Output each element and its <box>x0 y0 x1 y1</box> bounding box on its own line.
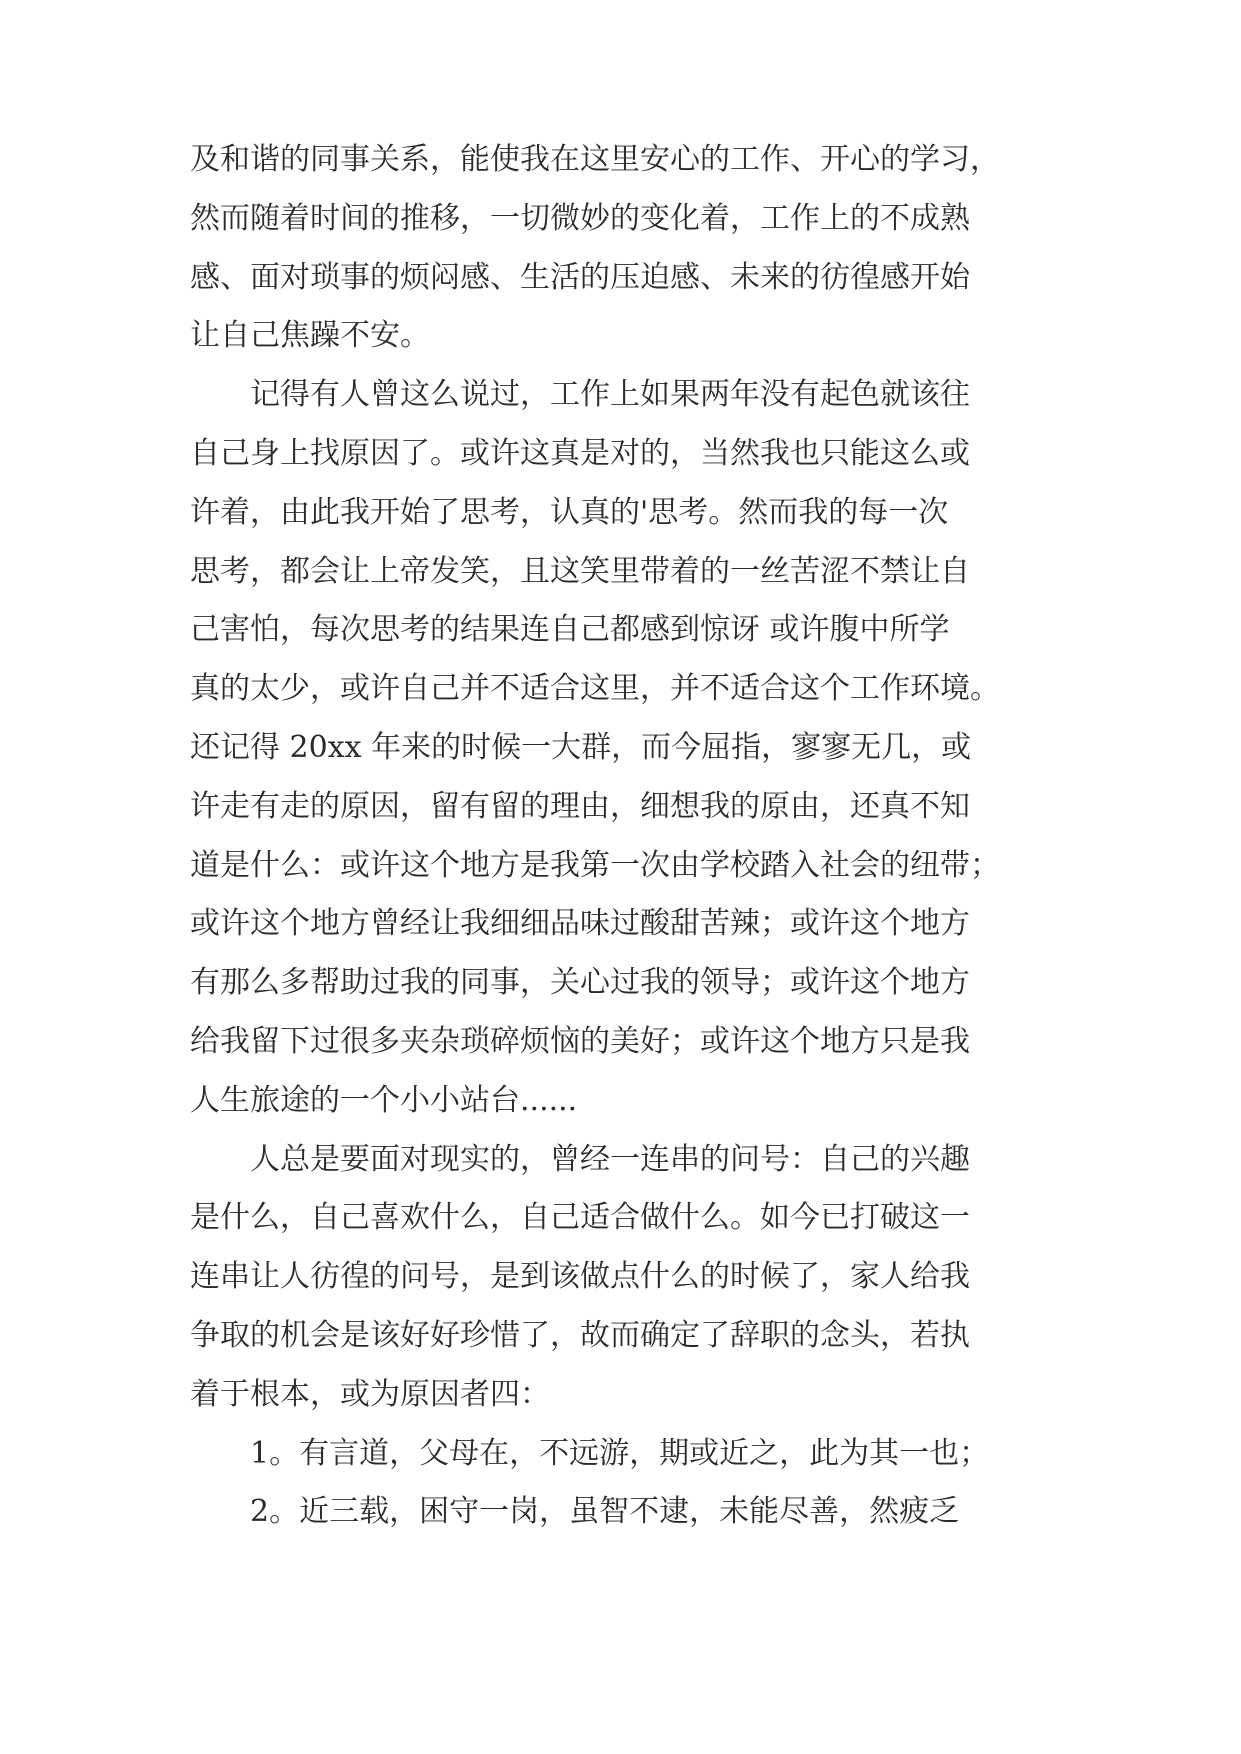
text-line-8: 思考，都会让上帝发笑，且这笑里带着的一丝苦涩不禁让自 <box>190 553 970 589</box>
text-line-7: 许着，由此我开始了思考，认真的'思考。然而我的每一次 <box>190 494 949 530</box>
text-line-21: 争取的机会是该好好珍惜了，故而确定了辞职的念头，若执 <box>190 1318 970 1353</box>
text-line-13: 道是什么：或许这个地方是我第一次由学校踏入社会的纽带； <box>190 847 1000 883</box>
text-line-19: 是什么，自己喜欢什么，自己适合做什么。如今已打破这一 <box>190 1200 970 1236</box>
text-line-6: 自己身上找原因了。或许这真是对的，当然我也只能这么或 <box>190 436 970 471</box>
text-line-1: 及和谐的同事关系，能使我在这里安心的工作、开心的学习， <box>190 142 1000 177</box>
text-line-4: 让自己焦躁不安。 <box>190 318 430 354</box>
text-line-10: 真的太少，或许自己并不适合这里，并不适合这个工作环境。 <box>190 671 1000 707</box>
text-line-16: 给我留下过很多夹杂琐碎烦恼的美好；或许这个地方只是我 <box>190 1024 970 1059</box>
text-line-11: 还记得 20xx 年来的时候一大群，而今屈指，寥寥无几，或 <box>190 730 972 765</box>
text-line-18: 人总是要面对现实的，曾经一连串的问号：自己的兴趣 <box>190 1141 970 1177</box>
text-line-20: 连串让人彷徨的问号，是到该做点什么的时候了，家人给我 <box>190 1259 970 1295</box>
text-line-3: 感、面对琐事的烦闷感、生活的压迫感、未来的彷徨感开始 <box>190 259 970 295</box>
text-line-5: 记得有人曾这么说过，工作上如果两年没有起色就该往 <box>190 377 970 413</box>
text-line-12: 许走有走的原因，留有留的理由，细想我的原由，还真不知 <box>190 788 970 824</box>
text-line-22: 着于根本，或为原因者四： <box>190 1376 550 1412</box>
text-line-15: 有那么多帮助过我的同事，关心过我的领导；或许这个地方 <box>190 965 970 1001</box>
text-line-9: 己害怕，每次思考的结果连自己都感到惊讶 或许腹中所学 <box>190 612 950 648</box>
text-line-23: 1。有言道，父母在，不远游，期或近之，此为其一也； <box>190 1435 990 1471</box>
text-line-24: 2。近三载，困守一岗，虽智不逮，未能尽善，然疲乏 <box>190 1494 960 1530</box>
text-line-2: 然而随着时间的推移，一切微妙的变化着，工作上的不成熟 <box>190 200 970 236</box>
text-line-17: 人生旅途的一个小小站台...... <box>190 1082 578 1118</box>
text-line-14: 或许这个地方曾经让我细细品味过酸甜苦辣；或许这个地方 <box>190 906 970 942</box>
